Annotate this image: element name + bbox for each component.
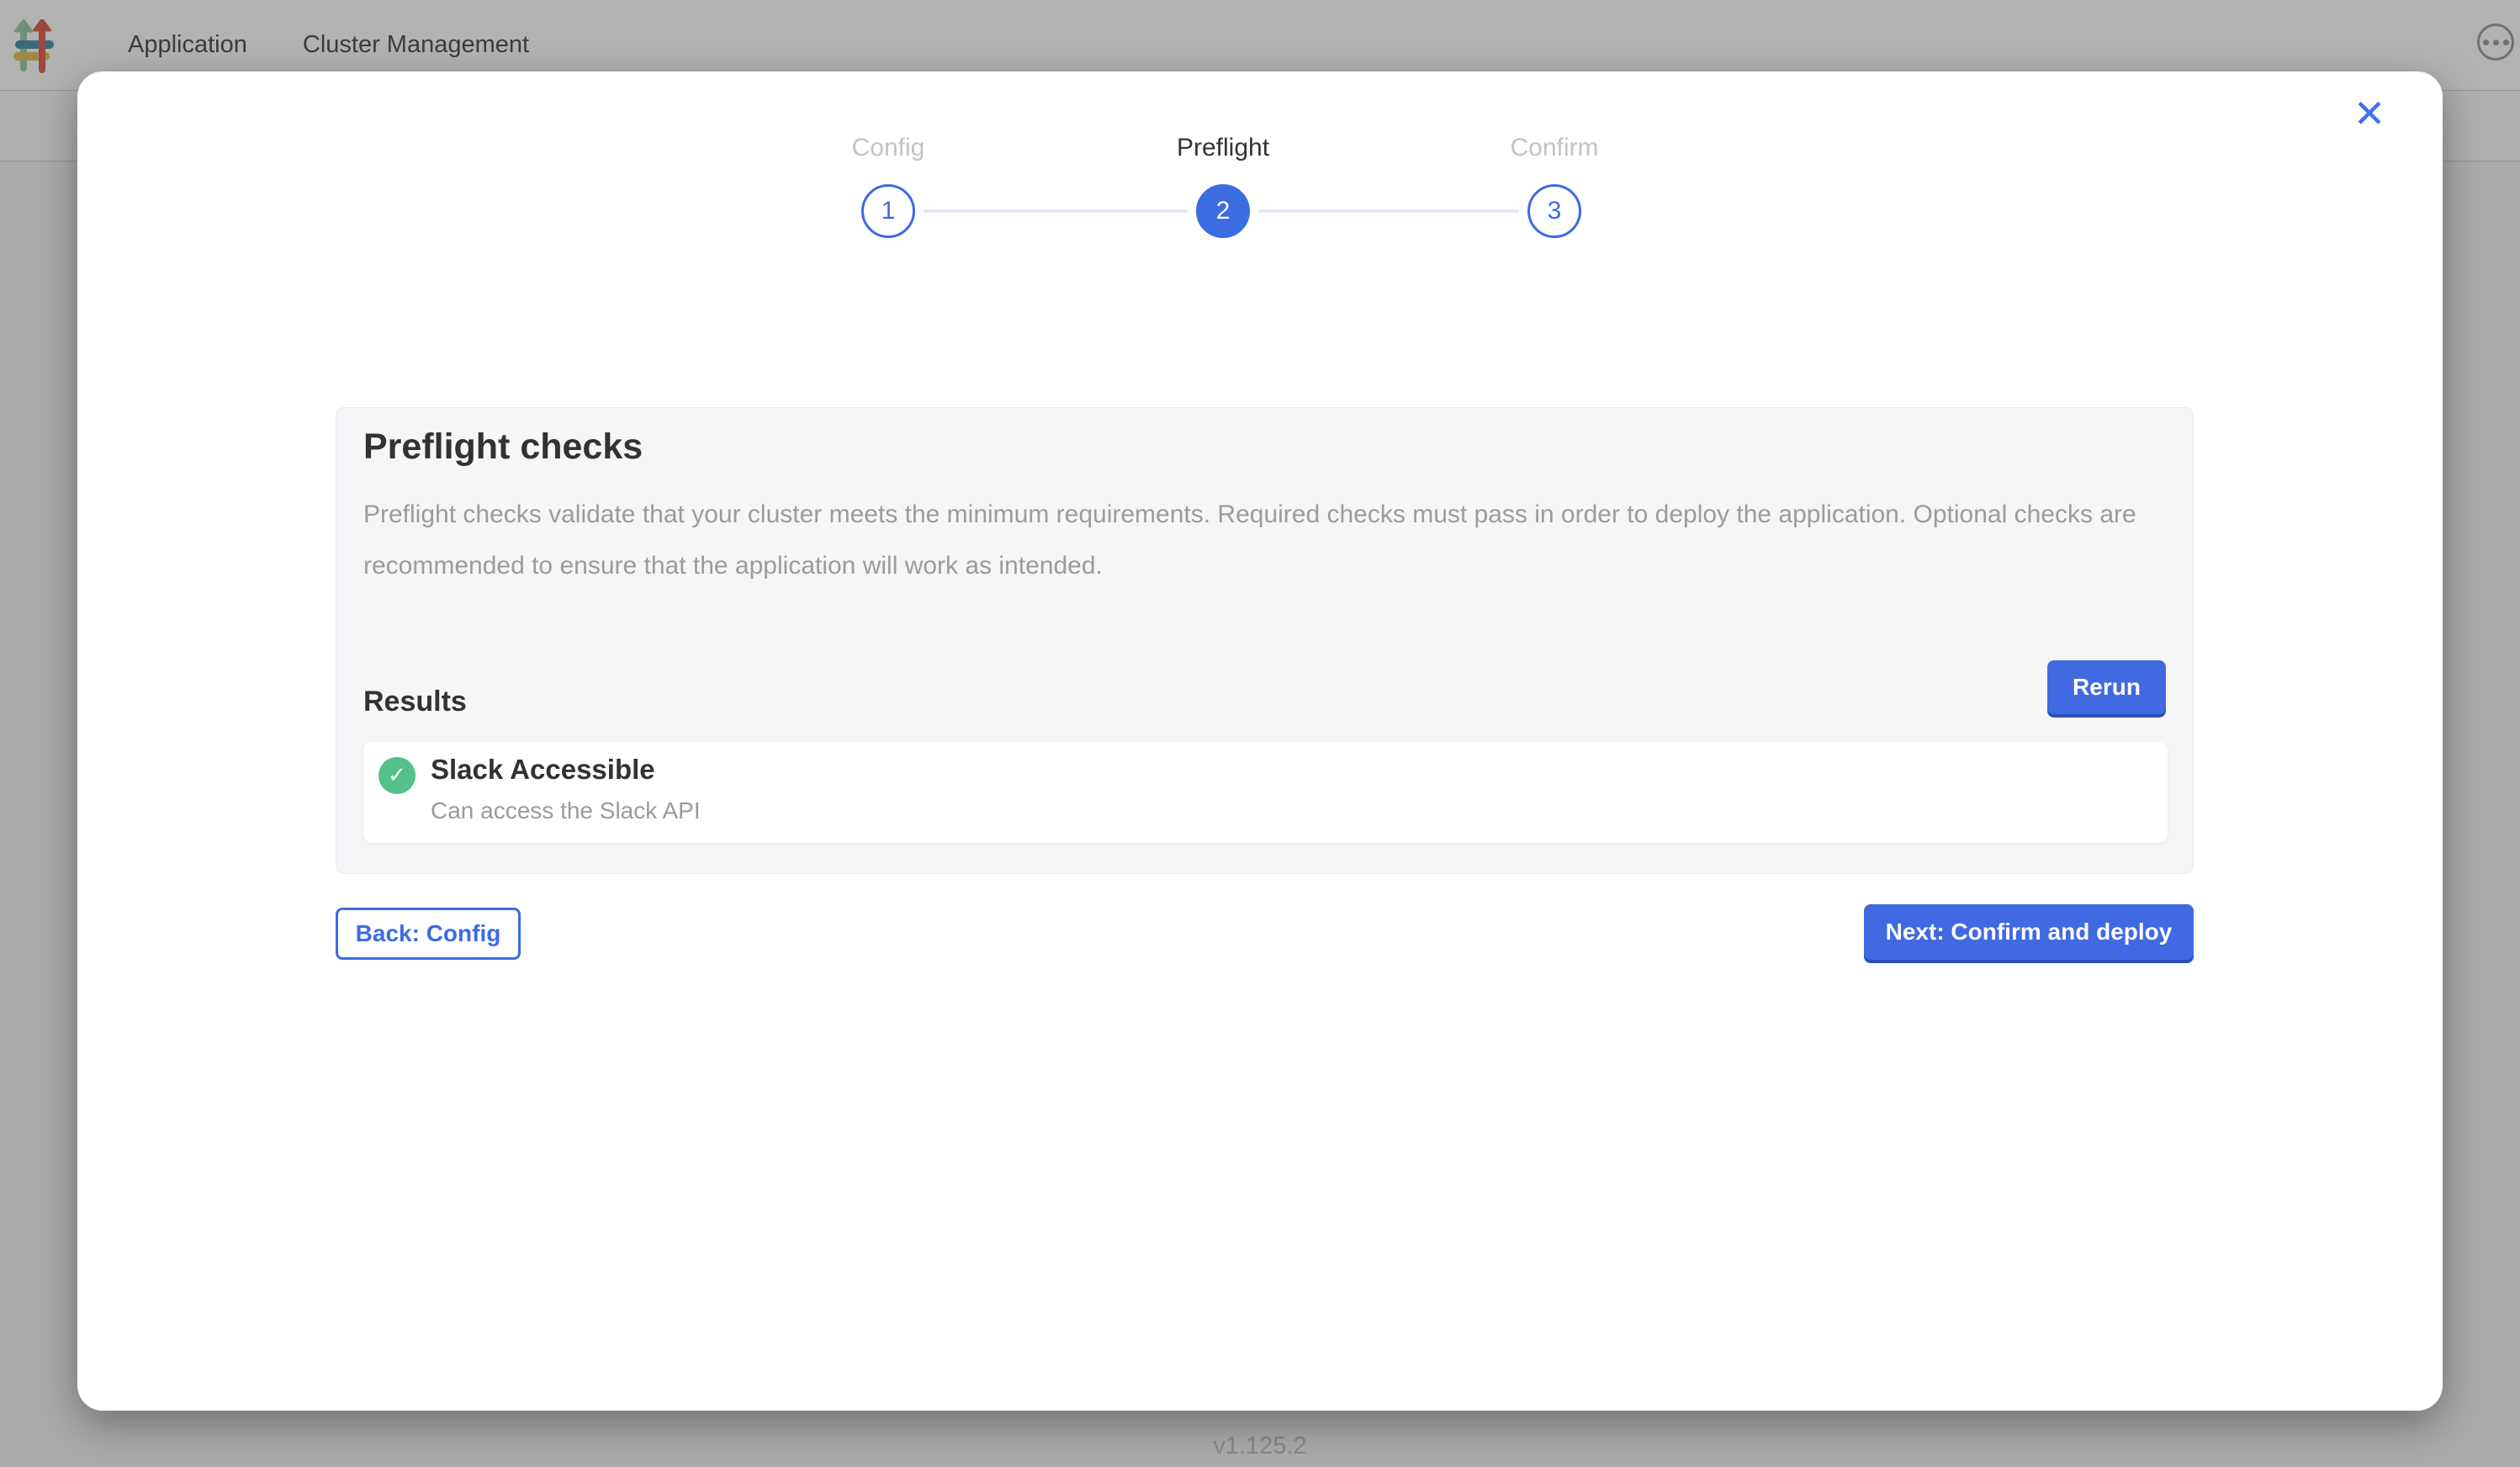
step-connector — [924, 209, 1188, 213]
nav-tab-cluster-management[interactable]: Cluster Management — [302, 31, 530, 58]
step-confirm-label: Confirm — [1510, 134, 1599, 162]
step-config-circle[interactable]: 1 — [861, 184, 915, 238]
result-title: Slack Accessible — [431, 754, 655, 785]
back-config-button[interactable]: Back: Config — [336, 908, 521, 960]
nav-tab-application[interactable]: Application — [128, 31, 247, 58]
preflight-card — [336, 407, 2194, 874]
preflight-title: Preflight checks — [363, 426, 643, 467]
rerun-button[interactable]: Rerun — [2047, 660, 2166, 714]
check-circle-icon: ✓ — [379, 757, 416, 794]
step-confirm-circle[interactable]: 3 — [1527, 184, 1581, 238]
result-row — [363, 742, 2168, 843]
step-connector — [1258, 209, 1519, 213]
result-message: Can access the Slack API — [431, 797, 701, 824]
next-confirm-deploy-button[interactable]: Next: Confirm and deploy — [1864, 904, 2194, 960]
step-preflight — [1122, 132, 1324, 238]
app-version: v1.125.2 — [1213, 1433, 1307, 1459]
preflight-description: Preflight checks validate that your cluster meets the minimum requirements. Required checks must pass in order to deploy the application. Optional checks are recommended to ensure that the application will work as intended. — [363, 500, 2136, 580]
step-config — [787, 132, 989, 238]
preflight-modal — [77, 71, 2443, 1411]
close-icon[interactable]: ✕ — [2343, 87, 2396, 140]
step-preflight-circle[interactable]: 2 — [1196, 184, 1250, 238]
step-config-label: Config — [851, 134, 925, 162]
step-confirm — [1453, 132, 1655, 238]
results-heading: Results — [363, 686, 467, 718]
step-preflight-label: Preflight — [1176, 134, 1270, 162]
